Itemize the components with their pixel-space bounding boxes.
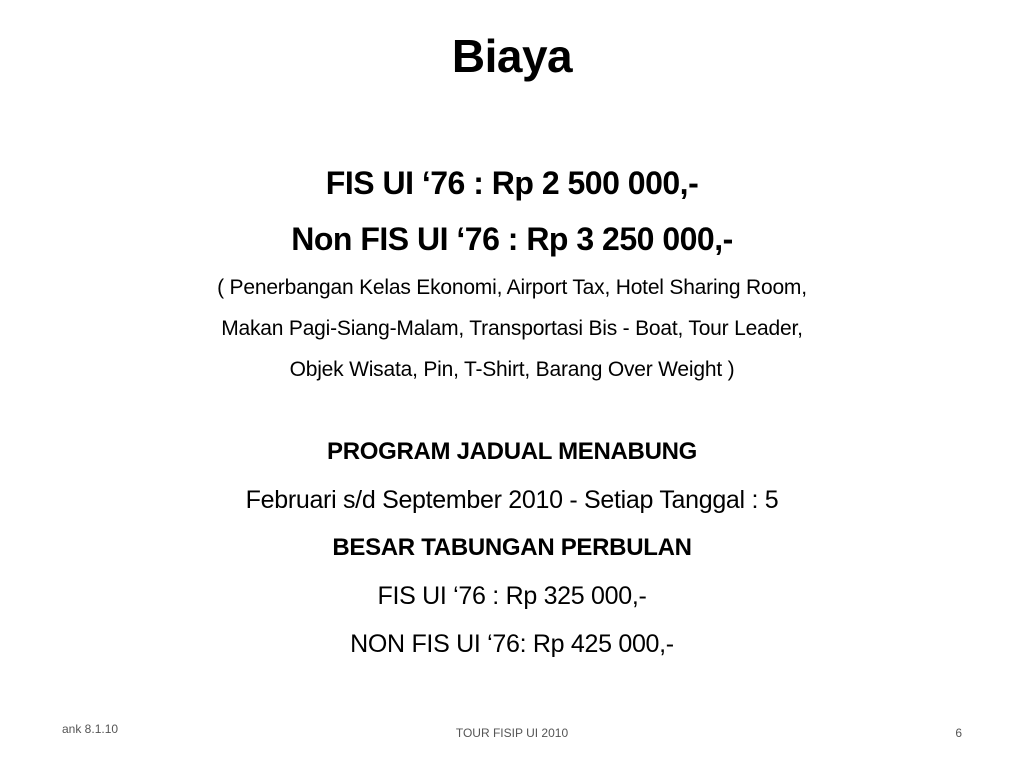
slide-title: Biaya [451, 30, 573, 82]
page-number: 6 [955, 726, 962, 740]
footer-title: TOUR FISIP UI 2010 [455, 726, 569, 740]
includes-line: Objek Wisata, Pin, T-Shirt, Barang Over Weight ) [289, 358, 735, 381]
includes-list [0, 267, 1024, 390]
monthly-savings-heading: BESAR TABUNGAN PERBULAN [332, 534, 692, 561]
savings-schedule: Februari s/d September 2010 - Setiap Tanggal : 5 [245, 486, 779, 514]
savings-program-heading: PROGRAM JADUAL MENABUNG [327, 438, 697, 465]
includes-line: Makan Pagi-Siang-Malam, Transportasi Bis - Boat, Tour Leader, [221, 317, 803, 340]
price-fis: FIS UI ‘76 : Rp 2 500 000,- [325, 165, 699, 201]
price-non-fis: Non FIS UI ‘76 : Rp 3 250 000,- [291, 221, 733, 257]
slide-content [0, 155, 1024, 668]
spacer [0, 390, 1024, 428]
monthly-savings-non-fis: NON FIS UI ‘76: Rp 425 000,- [350, 630, 674, 658]
monthly-savings-fis: FIS UI ‘76 : Rp 325 000,- [377, 582, 647, 610]
includes-line: ( Penerbangan Kelas Ekonomi, Airport Tax, Hotel Sharing Room, [217, 276, 807, 299]
footer-date: ank 8.1.10 [62, 722, 119, 736]
